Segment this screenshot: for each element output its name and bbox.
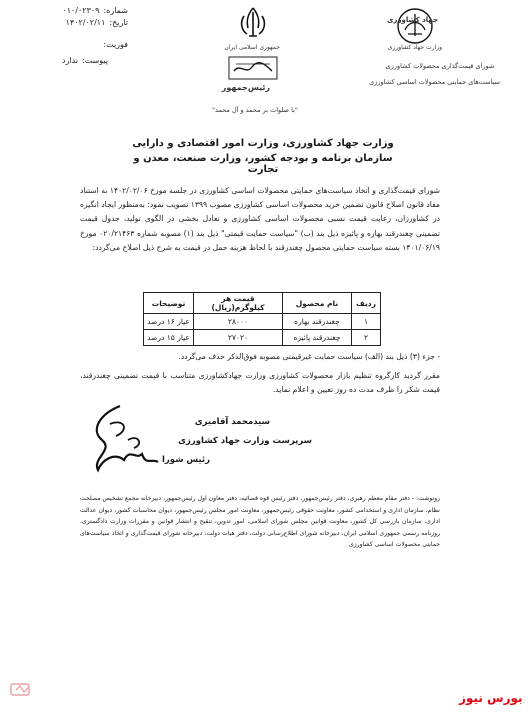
letter-urgency (103, 40, 128, 49)
body-clause-removed: - جزء (۳) ذیل بند (الف) سیاست حمایت غیرقیمتی مصوبه فوق‌الذکر حذف می‌گردد. (178, 352, 440, 361)
council-line-1: شورای قیمت‌گذاری محصولات کشاورزی (385, 62, 495, 70)
recipients-line-1: وزارت جهاد کشاورزی، وزارت امور اقتصادی و دارایی (132, 138, 394, 149)
center-sub: رئیس‌جمهور (221, 83, 270, 92)
letter-date (66, 18, 128, 27)
ministry-logo-icon (387, 6, 438, 46)
table-header: ردیف (352, 293, 381, 314)
table-cell: چغندرقند بهاره (283, 314, 352, 330)
letter-attachment (62, 56, 108, 65)
brand-logo: بورس نیوز (459, 691, 523, 705)
date-value: ۱۴۰۲/۰۲/۱۱ (65, 18, 106, 27)
table-cell: ۱ (352, 314, 381, 330)
number-label: شماره: (103, 6, 128, 15)
table-cell: عیار ۱۶ درصد (144, 314, 194, 330)
watermark-logo-icon (8, 680, 36, 698)
salawat-line: "با صلوات بر محمد و آل محمد" (212, 106, 298, 114)
attachment-value: ندارد (61, 56, 78, 65)
calligraphy-seal-icon (228, 56, 278, 80)
table-row (144, 330, 381, 346)
table-header: نام محصول (283, 293, 352, 314)
date-label: تاریخ: (109, 18, 128, 27)
signer-name: سیدمحمد آقامیری (194, 417, 270, 427)
handwritten-signature (80, 400, 166, 480)
iran-emblem-icon (233, 6, 273, 42)
guaranteed-price-table (143, 292, 381, 346)
attachment-label: پیوست: (81, 56, 108, 65)
urgency-label: فوریت: (103, 40, 128, 49)
body-paragraph: شورای قیمت‌گذاری و اتخاذ سیاست‌های حمایتی محصولات اساسی کشاورزی در جلسه مورخ ۱۴۰۲/۰۲/۰۶ به استناد مفاد قانون اصلاح قانون تضمین خرید محصولات اساسی کشاورزی مصوب ۱۳۹۹ تصویب نمود: به‌منظور ایجاد انگیزه در کشاورزان، رعایت قیمت نسبی محصولات اساسی کشاورزی و تعادل بخشی در الگوی تولید، جدول قیمت تضمینی چغندرقند بهاره و پائیزه ذیل بند (ب) "سیاست حمایت قیمتی" ذیل بند (۱) مصوبه شماره ۰۲۰/۲۱۴۶۳ مورخ ۱۴۰۱/۰۶/۱۹ بسته سیاست حمایتی محصول چغندرقند با لحاظ هزینه حمل در قیمت به شرح ذیل اصلاح می‌گردد: (80, 186, 440, 252)
table-cell: ۲۸۰۰۰ (194, 314, 283, 330)
ministry-sub: وزارت جهاد کشاورزی (387, 44, 442, 51)
signer-role-council: رئیس شورا (161, 455, 210, 465)
table-cell: ۲۷۰۲۰ (194, 330, 283, 346)
center-caption: جمهوری اسلامی ایران (224, 44, 280, 51)
table-cell: چغندرقند پائیزه (283, 330, 352, 346)
table-header-row (144, 293, 381, 314)
recipients-line-2: سازمان برنامه و بودجه کشور، وزارت صنعت، معدن و تجارت (133, 153, 393, 175)
table-header: توضیحات (144, 293, 194, 314)
number-value: ۰۱۰/۰۲۳۰۹ (62, 6, 100, 15)
council-line-2: سیاست‌های حمایتی محصولات اساسی کشاورزی (369, 78, 500, 86)
body-clause-sugar-price: مقرر گردید کارگروه تنظیم بازار محصولات کشاورزی وزارت جهادکشاورزی متناسب با قیمت تضمینی چغندرقند، قیمت شکر را ظرف مدت ده روز تعیین و اعلام نماید. (80, 371, 440, 395)
signer-role: سرپرست وزارت جهاد کشاورزی (178, 436, 312, 446)
letter-number (62, 6, 128, 15)
copies-list: رونوشت: - دفتر مقام معظم رهبری، دفتر رئیس‌جمهور، دفتر رئیس قوه قضائیه، دفتر معاون اول رئیس‌جمهور، دبیرخانه مجمع تشخیص مصلحت نظام، سازمان اداری و استخدامی کشور، معاونت حقوقی رئیس‌جمهور، معاونت امور مجلس رئیس‌جمهور، دیوان محاسبات کشور، دیوان عدالت اداری، سازمان بازرسی کل کشور، معاونت قوانین مجلس شورای اسلامی، امور تدوین، تنقیح و انتشار قوانین و مقررات وزارت دادگستری، روزنامه رسمی جمهوری اسلامی ایران، دبیرخانه شورای اطلاع‌رسانی دولت، دفتر هیات دولت، دبیرخانه شورای قیمت‌گذاری و اتخاذ سیاست‌های حمایتی محصولات اساسی کشاورزی (80, 495, 440, 549)
table-cell: عیار ۱۵ درصد (144, 330, 194, 346)
ministry-caption: جهاد کشاورزی (387, 16, 438, 24)
table-cell: ۲ (352, 330, 381, 346)
table-row (144, 314, 381, 330)
table-header: قیمت هر کیلوگرم(ریال) (194, 293, 283, 314)
